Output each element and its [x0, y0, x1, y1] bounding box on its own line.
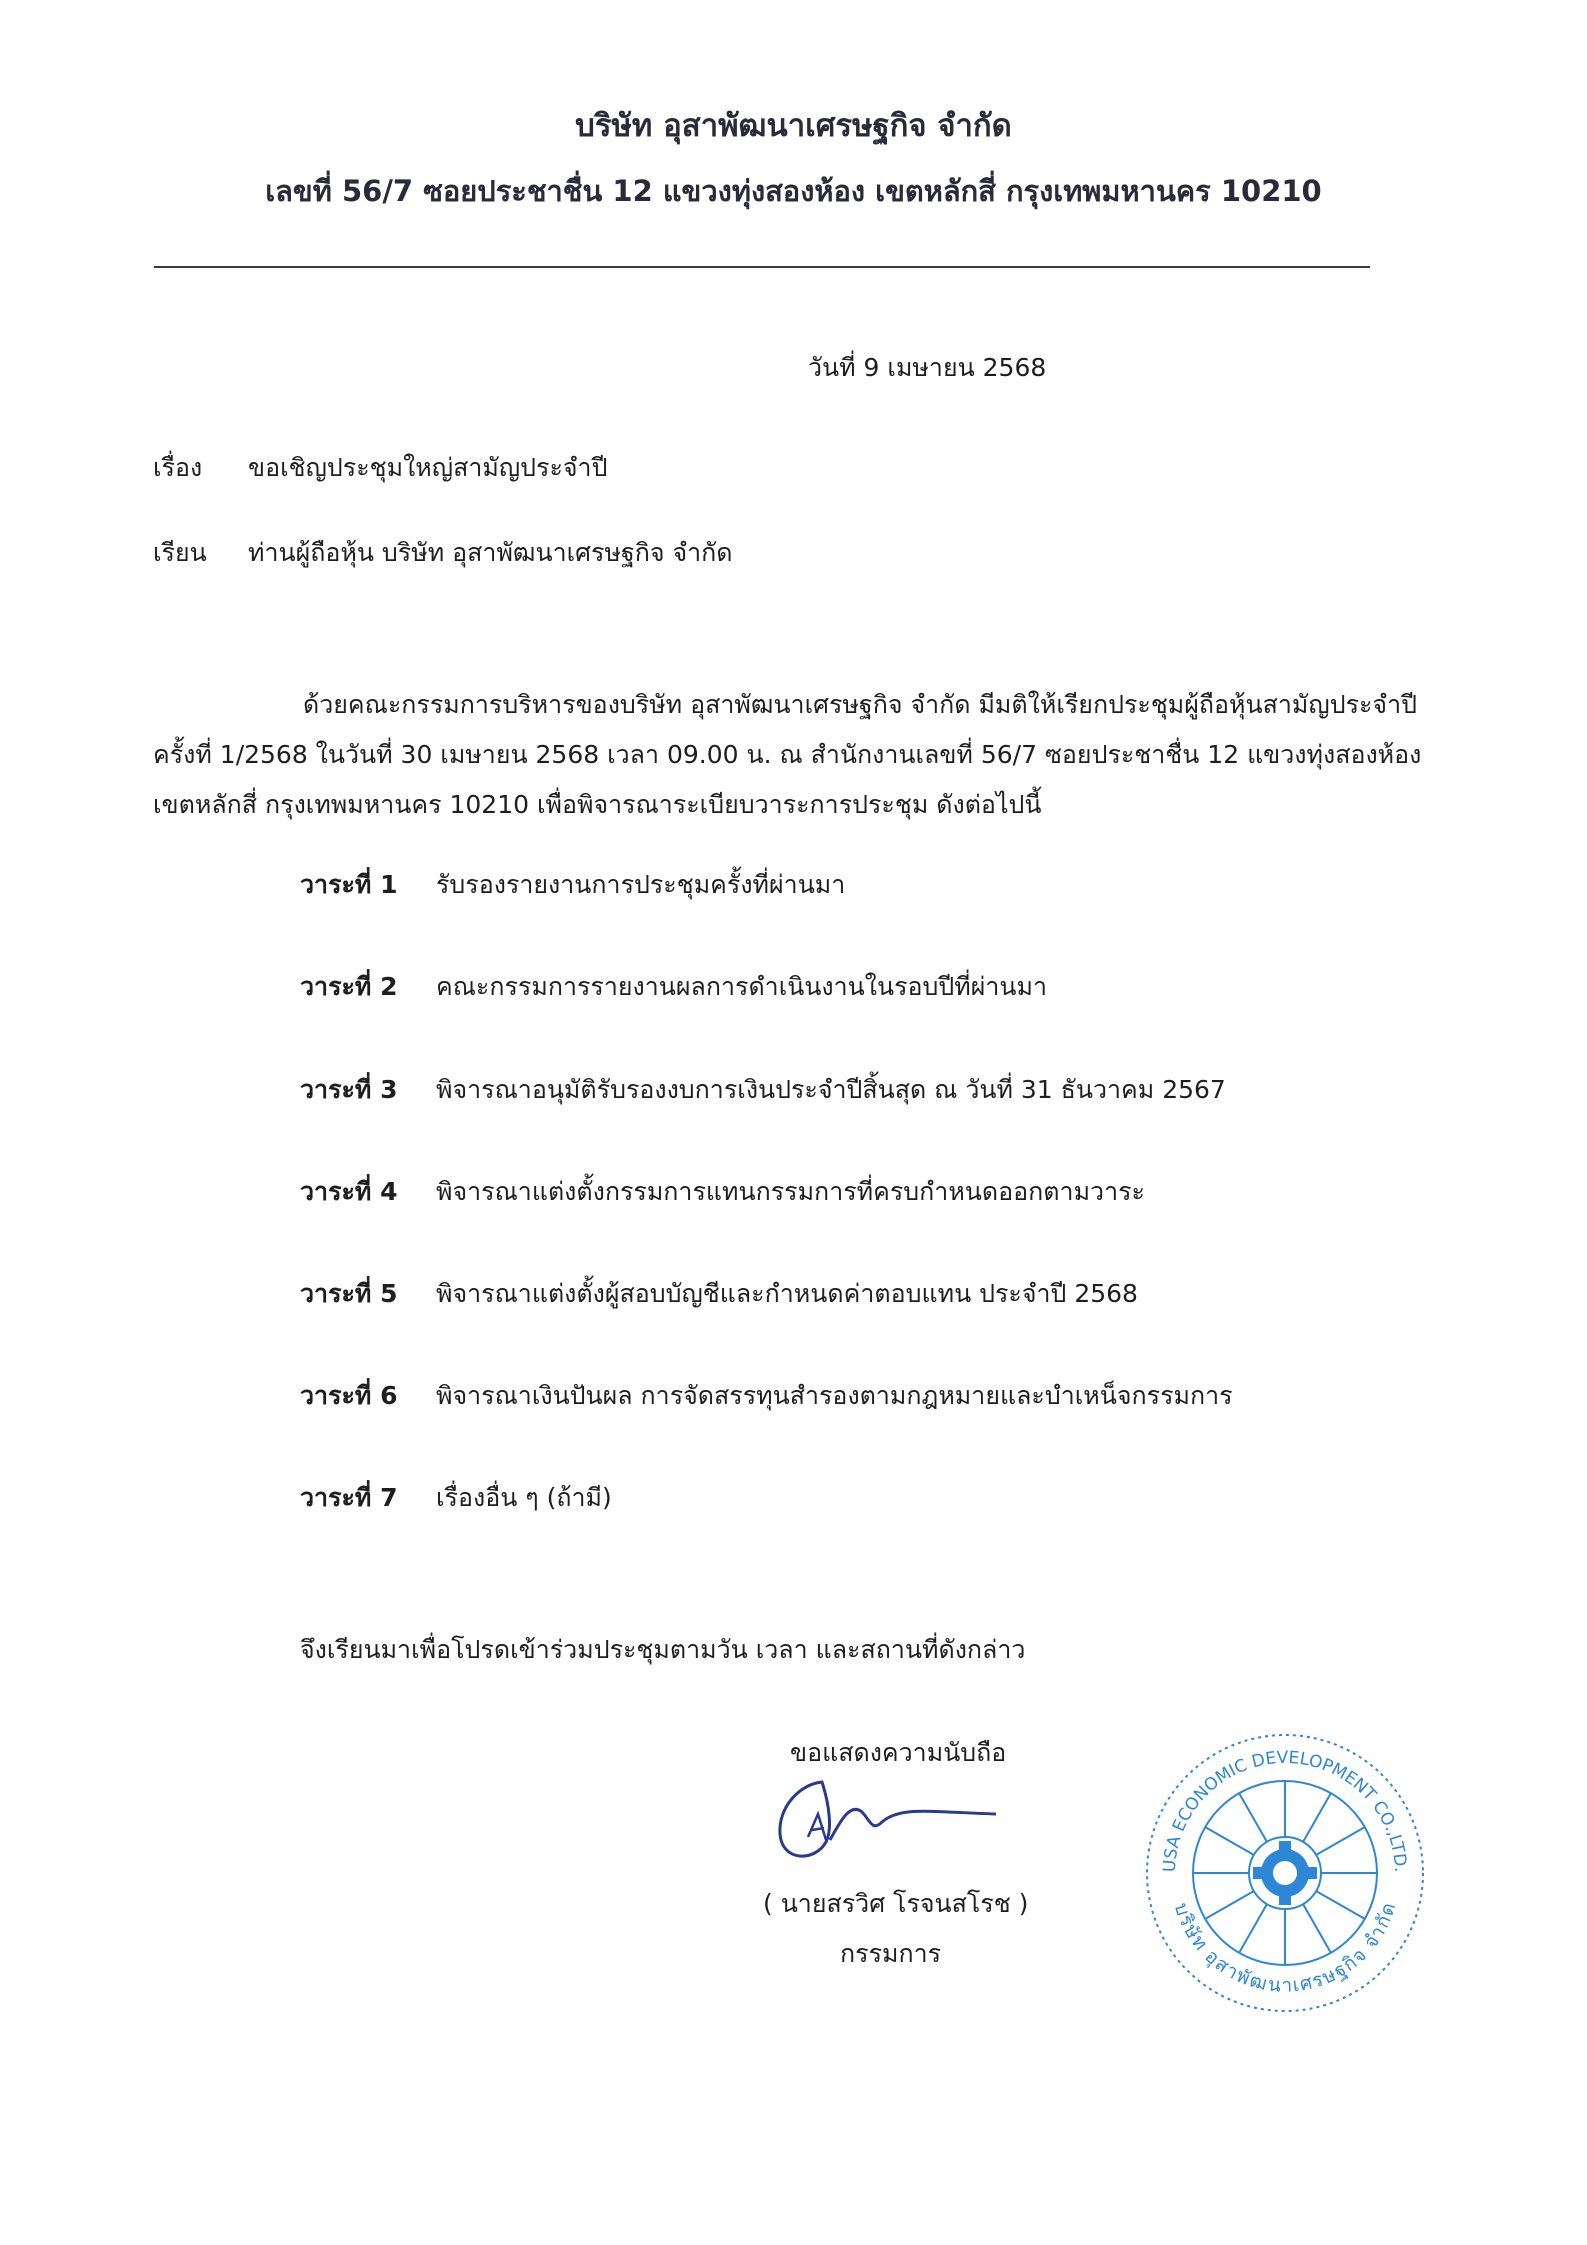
agenda-item [300, 1070, 1226, 1110]
agenda-item [300, 967, 1047, 1007]
seal-text-en: USA ECONOMIC DEVELOPMENT CO.,LTD. [1159, 1747, 1411, 1873]
agenda-number: วาระที่ 6 [300, 1381, 398, 1410]
closing-sentence: จึงเรียนมาเพื่อโปรดเข้าร่วมประชุมตามวัน เวลา และสถานที่ดังกล่าว [300, 1635, 1026, 1664]
agenda-number: วาระที่ 2 [300, 972, 398, 1001]
agenda-text: พิจารณาเงินปันผล การจัดสรรทุนสำรองตามกฎหมายและบำเหน็จกรรมการ [436, 1381, 1233, 1410]
agenda-text: รับรองรายงานการประชุมครั้งที่ผ่านมา [436, 870, 846, 899]
subject-label: เรื่อง [153, 453, 203, 482]
signer-title: กรรมการ [840, 1939, 942, 1968]
subject-text: ขอเชิญประชุมใหญ่สามัญประจำปี [248, 453, 608, 482]
seal-text-th: บริษัท อุสาพัฒนาเศรษฐกิจ จำกัด [1169, 1900, 1401, 1997]
agenda-number: วาระที่ 4 [300, 1177, 398, 1206]
company-name: บริษัท อุสาพัฒนาเศรษฐกิจ จำกัด [575, 108, 1012, 144]
agenda-text: พิจารณาแต่งตั้งผู้สอบบัญชีและกำหนดค่าตอบแทน ประจำปี 2568 [436, 1279, 1138, 1308]
signature-icon [760, 1762, 1010, 1872]
recipient-label: เรียน [153, 538, 207, 567]
company-seal-icon [1140, 1728, 1430, 2018]
body-line: เขตหลักสี่ กรุงเทพมหานคร 10210 เพื่อพิจารณาระเบียบวาระการประชุม ดังต่อไปนี้ [153, 790, 1042, 819]
agenda-number: วาระที่ 7 [300, 1483, 398, 1512]
agenda-text: เรื่องอื่น ๆ (ถ้ามี) [436, 1483, 612, 1512]
body-paragraph [153, 680, 1453, 830]
agenda-number: วาระที่ 5 [300, 1279, 398, 1308]
letter-date: วันที่ 9 เมษายน 2568 [808, 353, 1047, 382]
agenda-number: วาระที่ 3 [300, 1075, 398, 1104]
agenda-item [300, 865, 845, 905]
agenda-item [300, 1478, 612, 1518]
agenda-item [300, 1376, 1233, 1416]
company-address: เลขที่ 56/7 ซอยประชาชื่น 12 แขวงทุ่งสองห้อง เขตหลักสี่ กรุงเทพมหานคร 10210 [265, 174, 1322, 208]
body-line: ด้วยคณะกรรมการบริหารของบริษัท อุสาพัฒนาเศรษฐกิจ จำกัด มีมติให้เรียกประชุมผู้ถือหุ้นสามัญประจำปี [303, 690, 1417, 719]
agenda-text: พิจารณาแต่งตั้งกรรมการแทนกรรมการที่ครบกำหนดออกตามวาระ [436, 1177, 1145, 1206]
signer-name: ( นายสรวิศ โรจนสโรช ) [763, 1889, 1029, 1918]
agenda-text: พิจารณาอนุมัติรับรองงบการเงินประจำปีสิ้นสุด ณ วันที่ 31 ธันวาคม 2567 [436, 1075, 1226, 1104]
body-line: ครั้งที่ 1/2568 ในวันที่ 30 เมษายน 2568 เวลา 09.00 น. ณ สำนักงานเลขที่ 56/7 ซอยประชาชื่น 12 แขวงทุ่งสองห้อง [153, 740, 1422, 769]
header-divider [154, 266, 1370, 268]
recipient-text: ท่านผู้ถือหุ้น บริษัท อุสาพัฒนาเศรษฐกิจ จำกัด [248, 538, 733, 567]
regards-text: ขอแสดงความนับถือ [790, 1738, 1007, 1767]
agenda-item [300, 1172, 1145, 1212]
agenda-item [300, 1274, 1138, 1314]
agenda-number: วาระที่ 1 [300, 870, 398, 899]
agenda-text: คณะกรรมการรายงานผลการดำเนินงานในรอบปีที่ผ่านมา [436, 972, 1048, 1001]
